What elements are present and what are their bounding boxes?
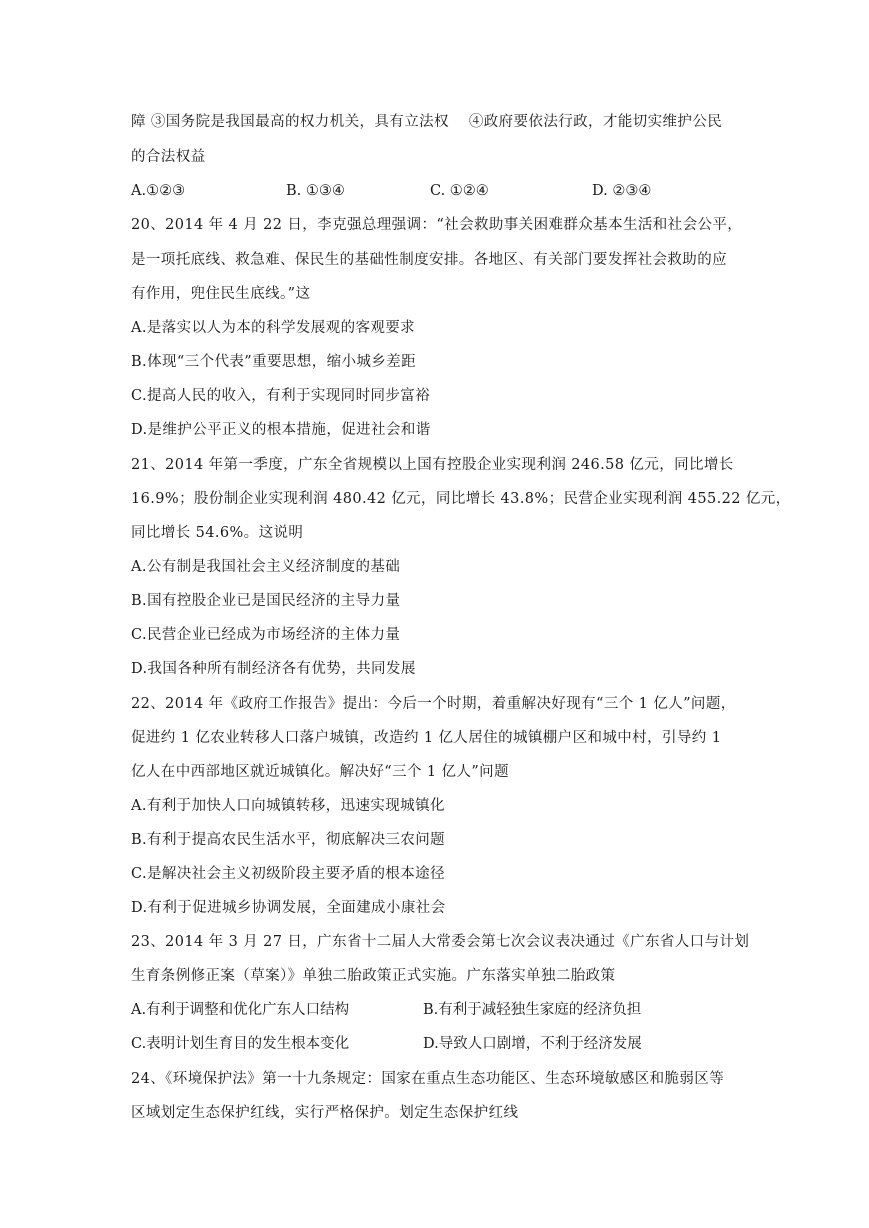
q20-option-b: B.体现“三个代表”重要思想，缩小城乡差距	[131, 354, 416, 370]
q19-option-b: B. ①③④	[286, 183, 345, 199]
q22-stem-line-3: 亿人在中西部地区就近城镇化。解决好“三个 1 亿人”问题	[131, 764, 509, 780]
q21-stem-line-2: 16.9%；股份制企业实现利润 480.42 亿元，同比增长 43.8%；民营企业实现利润 455.22 亿元，	[131, 491, 791, 507]
q19-option-d: D. ②③④	[592, 183, 652, 199]
q21-option-c: C.民营企业已经成为市场经济的主体力量	[131, 627, 401, 643]
q22-option-d: D.有利于促进城乡协调发展，全面建成小康社会	[131, 900, 446, 916]
q23-option-d: D.导致人口剧增，不利于经济发展	[423, 1036, 642, 1052]
q19-option-a: A.①②③	[131, 183, 186, 199]
q22-option-b: B.有利于提高农民生活水平，彻底解决三农问题	[131, 832, 446, 848]
q19-continuation-line-2: 的合法权益	[131, 149, 206, 165]
q21-option-d: D.我国各种所有制经济各有优势，共同发展	[131, 661, 416, 677]
q24-stem-line-1: 24、《环境保护法》第一十九条规定：国家在重点生态功能区、生态环境敏感区和脆弱区等	[131, 1071, 725, 1087]
q24-stem-line-2: 区域划定生态保护红线，实行严格保护。划定生态保护红线	[131, 1105, 519, 1121]
q21-option-a: A.公有制是我国社会主义经济制度的基础	[131, 559, 401, 575]
q22-option-c: C.是解决社会主义初级阶段主要矛盾的根本途径	[131, 866, 445, 882]
q19-continuation-line-1: 障 ③国务院是我国最高的权力机关，具有立法权 ④政府要依法行政，才能切实维护公民	[131, 114, 723, 130]
q23-option-b: B.有利于减轻独生家庭的经济负担	[423, 1002, 642, 1018]
q20-option-c: C.提高人民的收入，有利于实现同时同步富裕	[131, 388, 431, 404]
q23-stem-line-2: 生育条例修正案（草案）》单独二胎政策正式实施。广东落实单独二胎政策	[131, 968, 616, 984]
q20-stem-line-2: 是一项托底线、救急难、保民生的基础性制度安排。各地区、有关部门要发挥社会救助的应	[131, 252, 727, 268]
q21-stem-line-1: 21、2014 年第一季度，广东全省规模以上国有控股企业实现利润 246.58 亿元，同比增长	[131, 457, 734, 473]
q22-stem-line-1: 22、2014 年《政府工作报告》提出：今后一个时期，着重解决好现有“三个 1 亿人”问题，	[131, 696, 736, 712]
q23-option-a: A.有利于调整和优化广东人口结构	[131, 1002, 350, 1018]
q22-option-a: A.有利于加快人口向城镇转移，迅速实现城镇化	[131, 798, 445, 814]
q22-stem-line-2: 促进约 1 亿农业转移人口落户城镇，改造约 1 亿人居住的城镇棚户区和城中村，引导约 1	[131, 730, 722, 746]
q23-stem-line-1: 23、2014 年 3 月 27 日，广东省十二届人大常委会第七次会议表决通过《广东省人口与计划	[131, 934, 750, 950]
q20-option-a: A.是落实以人为本的科学发展观的客观要求	[131, 320, 416, 336]
q21-option-b: B.国有控股企业已是国民经济的主导力量	[131, 593, 401, 609]
q20-stem-line-1: 20、2014 年 4 月 22 日，李克强总理强调：“社会救助事关困难群众基本生活和社会公平，	[131, 217, 743, 233]
q20-option-d: D.是维护公平正义的根本措施，促进社会和谐	[131, 422, 431, 438]
q20-stem-line-3: 有作用，兜住民生底线。”这	[131, 286, 311, 302]
q21-stem-line-3: 同比增长 54.6%。这说明	[131, 525, 304, 541]
q23-option-c: C.表明计划生育目的发生根本变化	[131, 1036, 350, 1052]
q19-option-c: C. ①②④	[430, 183, 489, 199]
